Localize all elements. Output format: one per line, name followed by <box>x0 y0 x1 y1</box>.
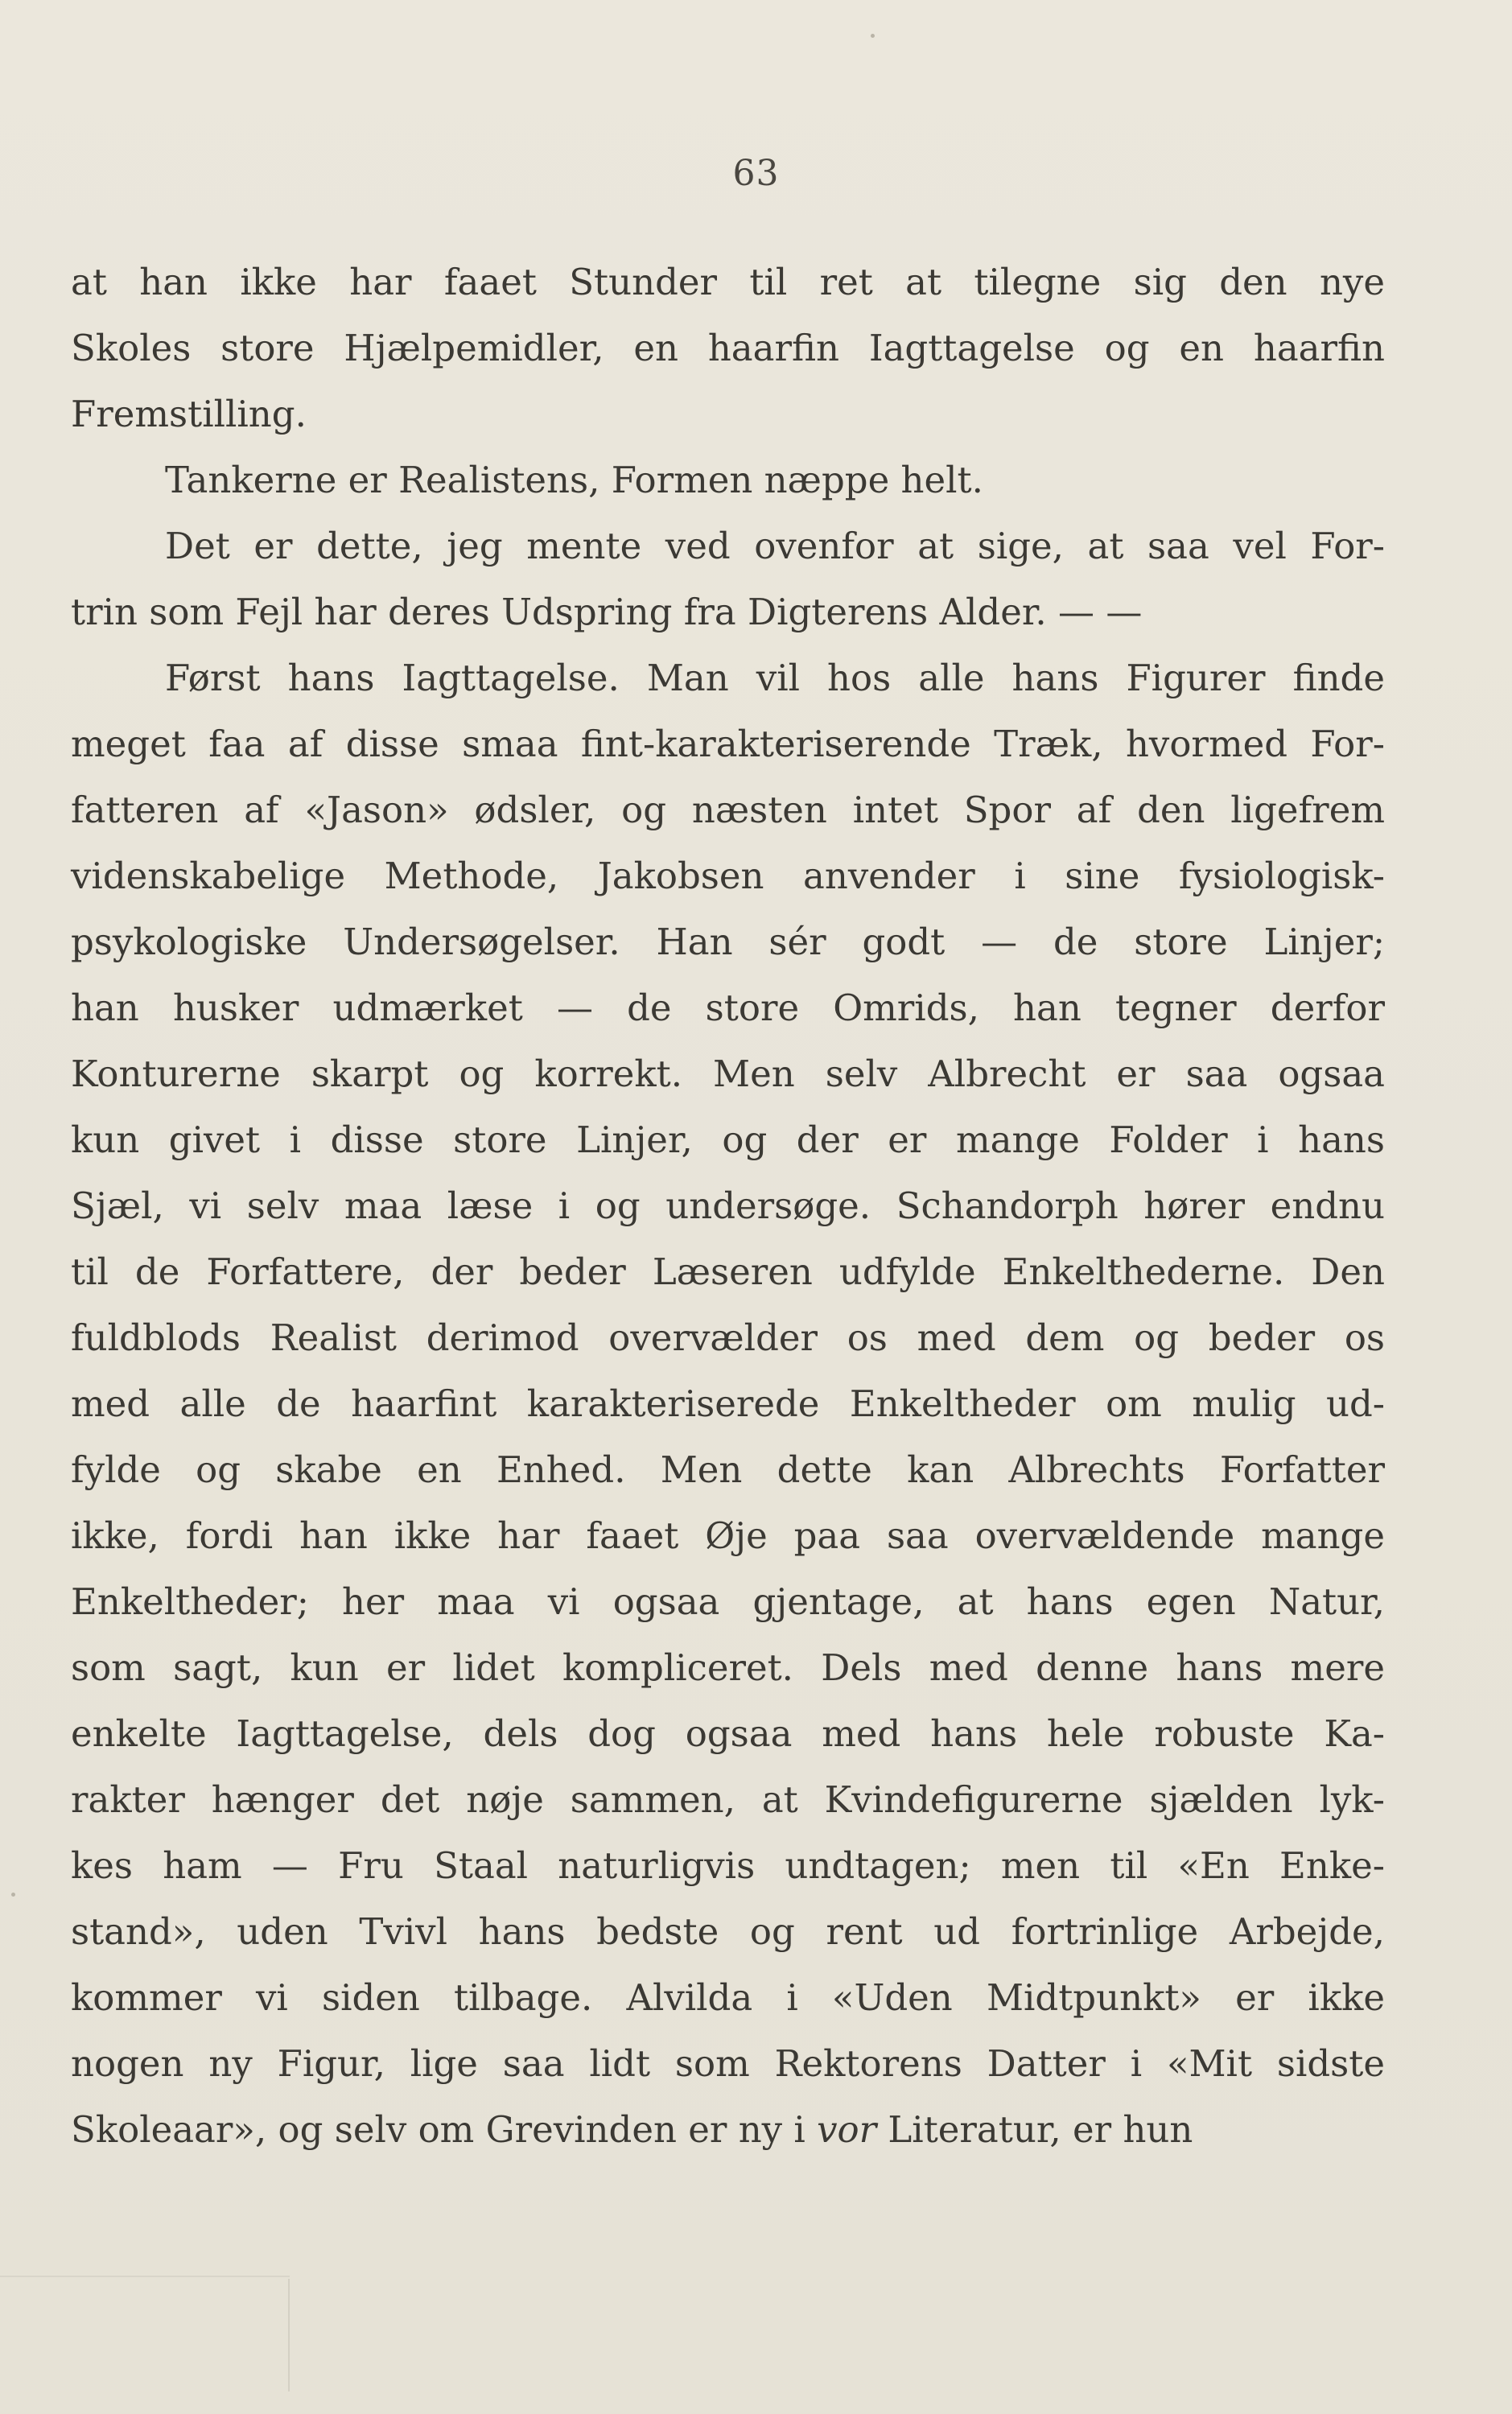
paper-speck <box>871 34 875 38</box>
text-line: stand», uden Tvivl hans bedste og rent ud fortrinlige Arbejde, <box>71 1910 1385 1953</box>
text-line-final <box>71 2097 1385 2163</box>
text-line: trin som Fejl har deres Udspring fra Digterens Alder. — — <box>71 591 1143 633</box>
body-text <box>71 249 1385 2163</box>
text-line: Skoles store Hjælpemidler, en haarfin Iagttagelse og en haarfin <box>71 327 1385 369</box>
text-line: rakter hænger det nøje sammen, at Kvindefigurerne sjælden lyk- <box>71 1778 1385 1821</box>
text-line: Fremstilling. <box>71 393 307 435</box>
text-line: meget faa af disse smaa fint-karakteriserende Træk, hvormed For- <box>71 723 1385 765</box>
final-line-start: Skoleaar», og selv om Grevinden er ny i <box>71 2108 818 2151</box>
text-line: ikke, fordi han ikke har faaet Øje paa saa overvældende mange <box>71 1514 1385 1557</box>
text-line: til de Forfattere, der beder Læseren udfylde Enkelthederne. Den <box>71 1250 1385 1293</box>
text-line: fylde og skabe en Enhed. Men dette kan Albrechts Forfatter <box>71 1448 1385 1491</box>
text-line: enkelte Iagttagelse, dels dog ogsaa med hans hele robuste Ka- <box>71 1712 1385 1755</box>
text-line: at han ikke har faaet Stunder til ret at tilegne sig den nye <box>71 261 1385 303</box>
text-line: Det er dette, jeg mente ved ovenfor at sige, at saa vel For- <box>165 525 1385 567</box>
text-line: fatteren af «Jason» ødsler, og næsten intet Spor af den ligefrem <box>71 789 1385 831</box>
text-line: nogen ny Figur, lige saa lidt som Rektorens Datter i «Mit sidste <box>71 2042 1385 2085</box>
text-line: Enkeltheder; her maa vi ogsaa gjentage, at hans egen Natur, <box>71 1580 1385 1623</box>
paper-speck <box>11 1893 15 1897</box>
crop-mark-vertical <box>288 2279 290 2391</box>
text-line: Først hans Iagttagelse. Man vil hos alle hans Figurer finde <box>165 657 1385 699</box>
crop-mark-horizontal <box>0 2276 290 2277</box>
text-line: Tankerne er Realistens, Formen næppe helt. <box>165 459 983 501</box>
text-line: kommer vi siden tilbage. Alvilda i «Uden Midtpunkt» er ikke <box>71 1976 1385 2019</box>
text-line: med alle de haarfint karakteriserede Enkeltheder om mulig ud- <box>71 1382 1385 1425</box>
final-line-end: Literatur, er hun <box>876 2108 1193 2151</box>
text-line: kun givet i disse store Linjer, og der er mange Folder i hans <box>71 1118 1385 1161</box>
text-line: som sagt, kun er lidet kompliceret. Dels med denne hans mere <box>71 1646 1385 1689</box>
text-line: videnskabelige Methode, Jakobsen anvender i sine fysiologisk- <box>71 855 1385 897</box>
final-line-emphasis: vor <box>817 2108 877 2151</box>
text-line: Konturerne skarpt og korrekt. Men selv Albrecht er saa ogsaa <box>71 1053 1385 1095</box>
text-line: kes ham — Fru Staal naturligvis undtagen; men til «En Enke- <box>71 1844 1385 1887</box>
text-line: fuldblods Realist derimod overvælder os med dem og beder os <box>71 1316 1385 1359</box>
text-line: psykologiske Undersøgelser. Han sér godt — de store Linjer; <box>71 921 1385 963</box>
page-number: 63 <box>732 153 780 194</box>
text-line: han husker udmærket — de store Omrids, han tegner derfor <box>71 987 1385 1029</box>
text-line: Sjæl, vi selv maa læse i og undersøge. Schandorph hører endnu <box>71 1184 1385 1227</box>
